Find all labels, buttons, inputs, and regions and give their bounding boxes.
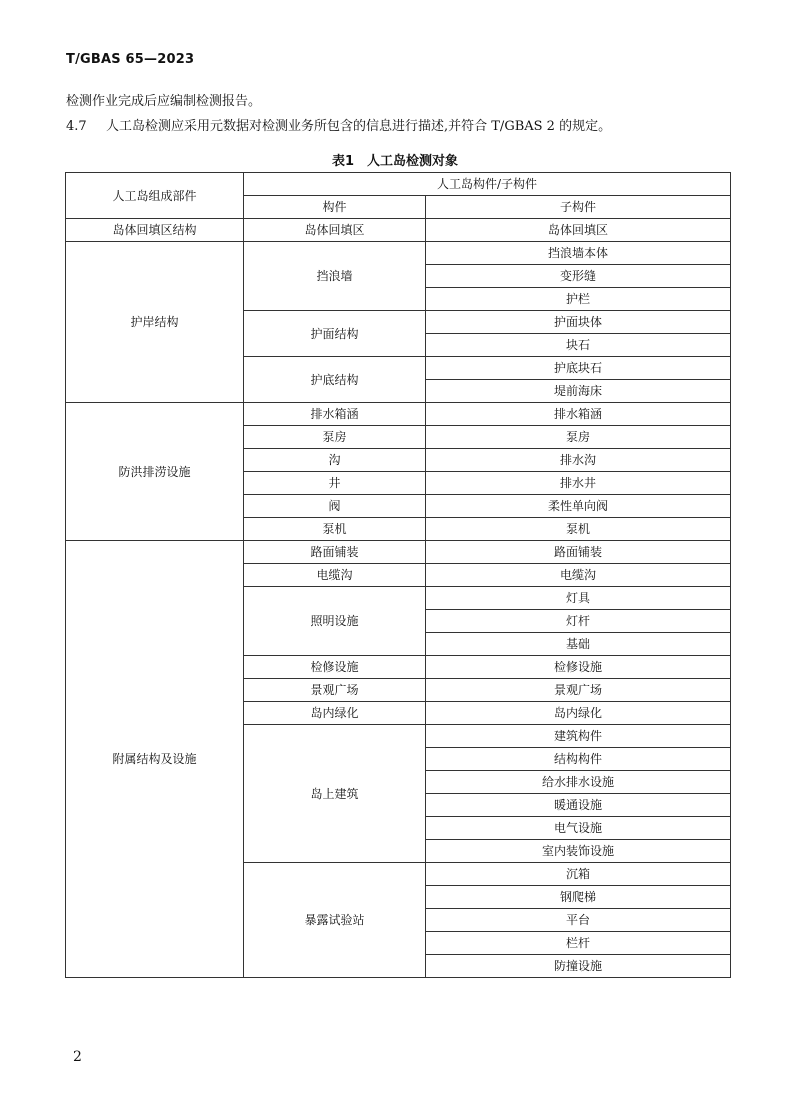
cell-submember: 护面块体 [426, 311, 731, 334]
cell-submember: 块石 [426, 334, 731, 357]
cell-submember: 灯杆 [426, 610, 731, 633]
table-row [66, 219, 731, 242]
document-header: T/GBAS 65—2023 [66, 52, 195, 67]
cell-member: 护底结构 [244, 357, 426, 403]
cell-submember: 挡浪墙本体 [426, 242, 731, 265]
cell-submember: 变形缝 [426, 265, 731, 288]
cell-component: 附属结构及设施 [66, 541, 244, 978]
paragraph-4-7 [66, 115, 611, 134]
header-member: 构件 [244, 196, 426, 219]
cell-submember: 岛体回填区 [426, 219, 731, 242]
table-caption: 表1 人工岛检测对象 [331, 154, 459, 169]
cell-submember: 柔性单向阀 [426, 495, 731, 518]
cell-member: 岛内绿化 [244, 702, 426, 725]
cell-submember: 防撞设施 [426, 955, 731, 978]
clause-text: 人工岛检测应采用元数据对检测业务所包含的信息进行描述,并符合 T/GBAS 2 的规定。 [106, 119, 612, 134]
cell-member: 沟 [244, 449, 426, 472]
cell-member: 泵机 [244, 518, 426, 541]
header-member-subgroup: 人工岛构件/子构件 [244, 173, 731, 196]
cell-submember: 泵房 [426, 426, 731, 449]
cell-submember: 给水排水设施 [426, 771, 731, 794]
header-submember: 子构件 [426, 196, 731, 219]
cell-submember: 护底块石 [426, 357, 731, 380]
cell-submember: 栏杆 [426, 932, 731, 955]
cell-component: 护岸结构 [66, 242, 244, 403]
cell-submember: 堤前海床 [426, 380, 731, 403]
cell-submember: 电缆沟 [426, 564, 731, 587]
cell-submember: 建筑构件 [426, 725, 731, 748]
cell-submember: 泵机 [426, 518, 731, 541]
cell-submember: 护栏 [426, 288, 731, 311]
cell-member: 电缆沟 [244, 564, 426, 587]
cell-submember: 排水箱涵 [426, 403, 731, 426]
cell-member: 路面铺装 [244, 541, 426, 564]
cell-submember: 路面铺装 [426, 541, 731, 564]
cell-submember: 岛内绿化 [426, 702, 731, 725]
table-header-row [66, 173, 731, 196]
cell-submember: 平台 [426, 909, 731, 932]
cell-member: 景观广场 [244, 679, 426, 702]
cell-submember: 钢爬梯 [426, 886, 731, 909]
cell-member: 泵房 [244, 426, 426, 449]
table-row [66, 541, 731, 564]
cell-submember: 基础 [426, 633, 731, 656]
cell-member: 暴露试验站 [244, 863, 426, 978]
cell-component: 岛体回填区结构 [66, 219, 244, 242]
cell-submember: 电气设施 [426, 817, 731, 840]
cell-member: 岛体回填区 [244, 219, 426, 242]
table-row [66, 242, 731, 265]
paragraph-report: 检测作业完成后应编制检测报告。 [66, 94, 262, 109]
inspection-objects-table [65, 172, 731, 978]
cell-submember: 室内装饰设施 [426, 840, 731, 863]
header-component-group: 人工岛组成部件 [66, 173, 244, 219]
clause-number: 4.7 [66, 119, 87, 134]
cell-member: 排水箱涵 [244, 403, 426, 426]
cell-member: 护面结构 [244, 311, 426, 357]
cell-member: 检修设施 [244, 656, 426, 679]
cell-member: 阀 [244, 495, 426, 518]
cell-member: 井 [244, 472, 426, 495]
cell-submember: 检修设施 [426, 656, 731, 679]
cell-submember: 暖通设施 [426, 794, 731, 817]
cell-submember: 排水井 [426, 472, 731, 495]
cell-submember: 景观广场 [426, 679, 731, 702]
cell-submember: 沉箱 [426, 863, 731, 886]
cell-member: 挡浪墙 [244, 242, 426, 311]
cell-member: 岛上建筑 [244, 725, 426, 863]
cell-member: 照明设施 [244, 587, 426, 656]
cell-submember: 排水沟 [426, 449, 731, 472]
cell-submember: 结构构件 [426, 748, 731, 771]
cell-submember: 灯具 [426, 587, 731, 610]
table-row [66, 403, 731, 426]
cell-component: 防洪排涝设施 [66, 403, 244, 541]
page-number: 2 [73, 1049, 82, 1065]
